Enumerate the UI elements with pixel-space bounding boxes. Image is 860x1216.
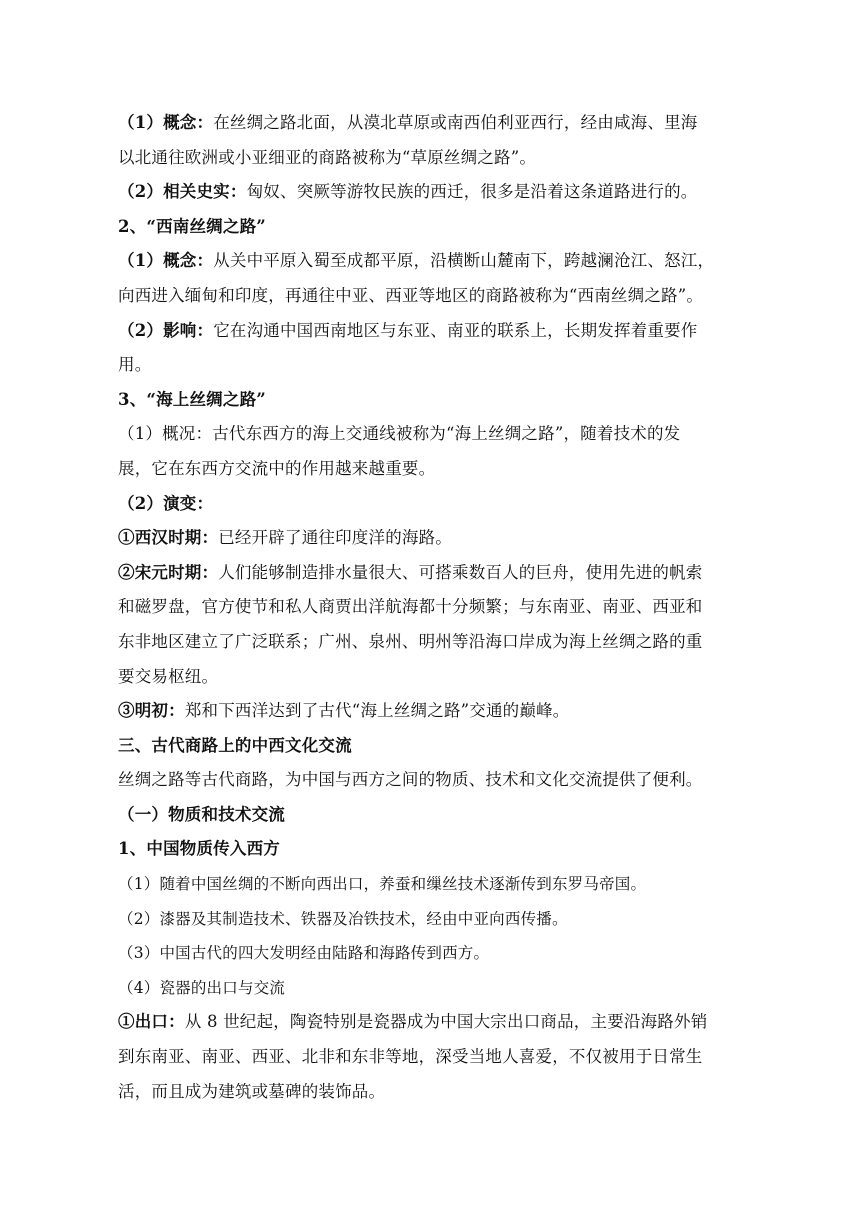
- line-text: 展，它在东西方交流中的作用越来越重要。: [118, 458, 436, 478]
- paragraph-line: [118, 971, 738, 1006]
- bold-lead: ②宋元时期：: [118, 562, 219, 582]
- paragraph-line: [118, 521, 738, 556]
- paragraph-line: [118, 487, 738, 522]
- line-text: 郑和下西洋达到了古代“海上丝绸之路”交通的巅峰。: [184, 701, 570, 721]
- bold-lead: ①西汉时期：: [118, 528, 219, 548]
- section-heading: [118, 383, 738, 418]
- line-text: （3）中国古代的四大发明经由陆路和海路传到西方。: [118, 944, 490, 963]
- paragraph-line: [118, 936, 738, 971]
- paragraph-line: [118, 244, 738, 279]
- paragraph-line: [118, 556, 738, 591]
- paragraph-line: [118, 141, 738, 176]
- bold-lead: ①出口：: [118, 1012, 185, 1032]
- line-text: 到东南亚、南亚、西亚、北非和东非等地，深受当地人喜爱，不仅被用于日常生: [118, 1047, 703, 1067]
- paragraph-line: [118, 763, 738, 798]
- paragraph-line: [118, 106, 738, 141]
- paragraph-line: [118, 660, 738, 695]
- heading-text: 3、“海上丝绸之路”: [118, 389, 266, 409]
- line-text: （1）随着中国丝绸的不断向西出口，养蚕和缫丝技术逐渐传到东罗马帝国。: [118, 875, 647, 894]
- line-text: 用。: [118, 355, 152, 375]
- section-heading: [118, 832, 738, 867]
- line-text: 匈奴、突厥等游牧民族的西迁，很多是沿着这条道路进行的。: [246, 182, 698, 202]
- bold-lead: ③明初：: [118, 701, 185, 721]
- paragraph-line: [118, 279, 738, 314]
- line-text: 在丝绸之路北面，从漠北草原或南西伯利亚西行，经由咸海、里海: [213, 113, 698, 132]
- line-text: 以北通往欧洲或小亚细亚的商路被称为“草原丝绸之路”。: [118, 147, 537, 167]
- line-text: 向西进入缅甸和印度，再通往中亚、西亚等地区的商路被称为“西南丝绸之路”。: [118, 285, 704, 305]
- bold-lead: （2）相关史实：: [118, 182, 247, 202]
- paragraph-line: [118, 625, 738, 660]
- bold-lead: （1）概念：: [118, 251, 214, 271]
- heading-text: 1、中国物质传入西方: [118, 839, 280, 859]
- line-text: 人们能够制造排水量很大、可搭乘数百人的巨舟，使用先进的帆索: [218, 562, 703, 582]
- line-text: （2）漆器及其制造技术、铁器及冶铁技术，经由中亚向西传播。: [118, 909, 568, 928]
- paragraph-line: [118, 590, 738, 625]
- section-heading: [118, 210, 738, 245]
- bold-lead: （2）影响：: [118, 320, 214, 340]
- bold-lead: （2）演变：: [118, 493, 214, 513]
- bold-lead: （1）概念：: [118, 113, 214, 132]
- line-text: 和磁罗盘，官方使节和私人商贾出洋航海都十分频繁；与东南亚、南亚、西亚和: [118, 597, 703, 617]
- line-text: （1）概况：古代东西方的海上交通线被称为“海上丝绸之路”，随着技术的发: [118, 424, 681, 444]
- paragraph-line: [118, 694, 738, 729]
- heading-text: （一）物质和技术交流: [118, 804, 285, 824]
- paragraph-line: [118, 452, 738, 487]
- line-text: 从 8 世纪起，陶瓷特别是瓷器成为中国大宗出口商品，主要沿海路外销: [184, 1012, 708, 1032]
- paragraph-line: [118, 1075, 738, 1110]
- paragraph-line: [118, 314, 738, 349]
- paragraph-line: [118, 867, 738, 902]
- line-text: 已经开辟了通往印度洋的海路。: [218, 528, 453, 548]
- document-page: [118, 106, 738, 1109]
- line-text: （4）瓷器的出口与交流: [118, 978, 286, 997]
- paragraph-line: [118, 1040, 738, 1075]
- line-text: 它在沟通中国西南地区与东亚、南亚的联系上，长期发挥着重要作: [213, 320, 698, 340]
- paragraph-line: [118, 417, 738, 452]
- paragraph-line: [118, 902, 738, 937]
- section-heading: [118, 798, 738, 833]
- line-text: 丝绸之路等古代商路，为中国与西方之间的物质、技术和文化交流提供了便利。: [118, 770, 703, 790]
- line-text: 东非地区建立了广泛联系；广州、泉州、明州等沿海口岸成为海上丝绸之路的重: [118, 631, 703, 651]
- heading-text: 三、古代商路上的中西文化交流: [118, 735, 352, 755]
- heading-text: 2、“西南丝绸之路”: [118, 216, 266, 236]
- line-text: 要交易枢纽。: [118, 666, 219, 686]
- section-heading: [118, 729, 738, 764]
- paragraph-line: [118, 348, 738, 383]
- paragraph-line: [118, 175, 738, 210]
- paragraph-line: [118, 1005, 738, 1040]
- line-text: 从关中平原入蜀至成都平原，沿横断山麓南下，跨越澜沧江、怒江，: [213, 251, 715, 271]
- line-text: 活，而且成为建筑或墓碑的装饰品。: [118, 1081, 386, 1101]
